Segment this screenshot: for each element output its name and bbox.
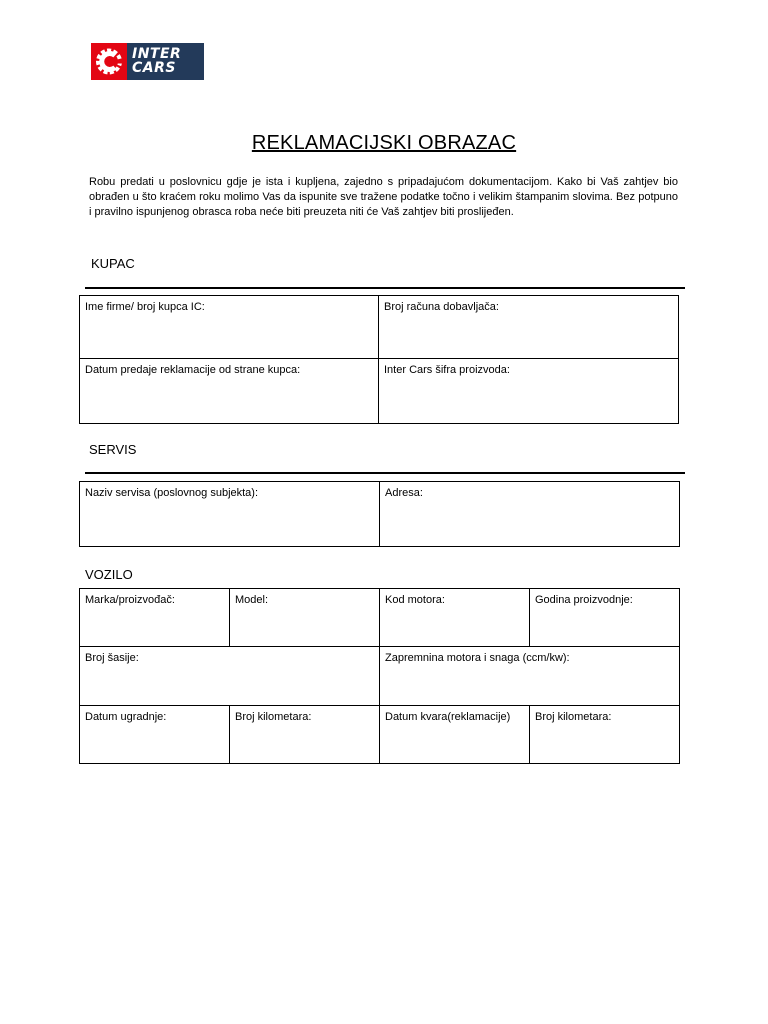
field-service-name[interactable]: Naziv servisa (poslovnog subjekta): — [80, 482, 380, 547]
section-label-servis: SERVIS — [89, 442, 137, 457]
section-rule-kupac — [85, 287, 685, 289]
field-service-address[interactable]: Adresa: — [380, 482, 680, 547]
field-complaint-date[interactable]: Datum predaje reklamacije od strane kupca: — [80, 359, 379, 424]
vozilo-table — [79, 588, 680, 764]
section-rule-servis — [85, 472, 685, 474]
section-label-vozilo: VOZILO — [85, 567, 133, 582]
field-company-ic[interactable]: Ime firme/ broj kupca IC: — [80, 296, 379, 359]
field-engine-capacity[interactable]: Zapremnina motora i snaga (ccm/kw): — [380, 647, 680, 706]
field-production-year[interactable]: Godina proizvodnje: — [530, 589, 680, 647]
intercars-logo — [91, 43, 204, 80]
field-chassis-number[interactable]: Broj šasije: — [80, 647, 380, 706]
field-make[interactable]: Marka/proizvođač: — [80, 589, 230, 647]
intercars-logo-icon — [91, 43, 127, 80]
kupac-table — [79, 295, 679, 424]
field-failure-date[interactable]: Datum kvara(reklamacije) — [380, 706, 530, 764]
form-title: REKLAMACIJSKI OBRAZAC — [251, 132, 517, 154]
logo-line-cars: CARS — [132, 60, 176, 76]
field-install-date[interactable]: Datum ugradnje: — [80, 706, 230, 764]
section-label-kupac: KUPAC — [91, 256, 135, 271]
intro-paragraph: Robu predati u poslovnicu gdje je ista i kupljena, zajedno s pripadajućom dokumentacijom. Kako bi Vaš zahtjev bio obrađen u što kraćem roku molimo Vas da ispunite sve tražene podatke točno i velikim štampanim slovima. Bez potpuno i pravilno ispunjenog obrasca roba neće biti preuzeta niti će Vaš zahtjev biti proslijeđen. — [89, 176, 678, 218]
field-supplier-invoice[interactable]: Broj računa dobavljača: — [379, 296, 679, 359]
field-model[interactable]: Model: — [230, 589, 380, 647]
intercars-logo-wordmark — [127, 43, 204, 80]
field-engine-code[interactable]: Kod motora: — [380, 589, 530, 647]
servis-table — [79, 481, 680, 547]
field-km-install[interactable]: Broj kilometara: — [230, 706, 380, 764]
field-km-failure[interactable]: Broj kilometara: — [530, 706, 680, 764]
field-product-code[interactable]: Inter Cars šifra proizvoda: — [379, 359, 679, 424]
logo-line-inter: INTER — [132, 46, 182, 62]
